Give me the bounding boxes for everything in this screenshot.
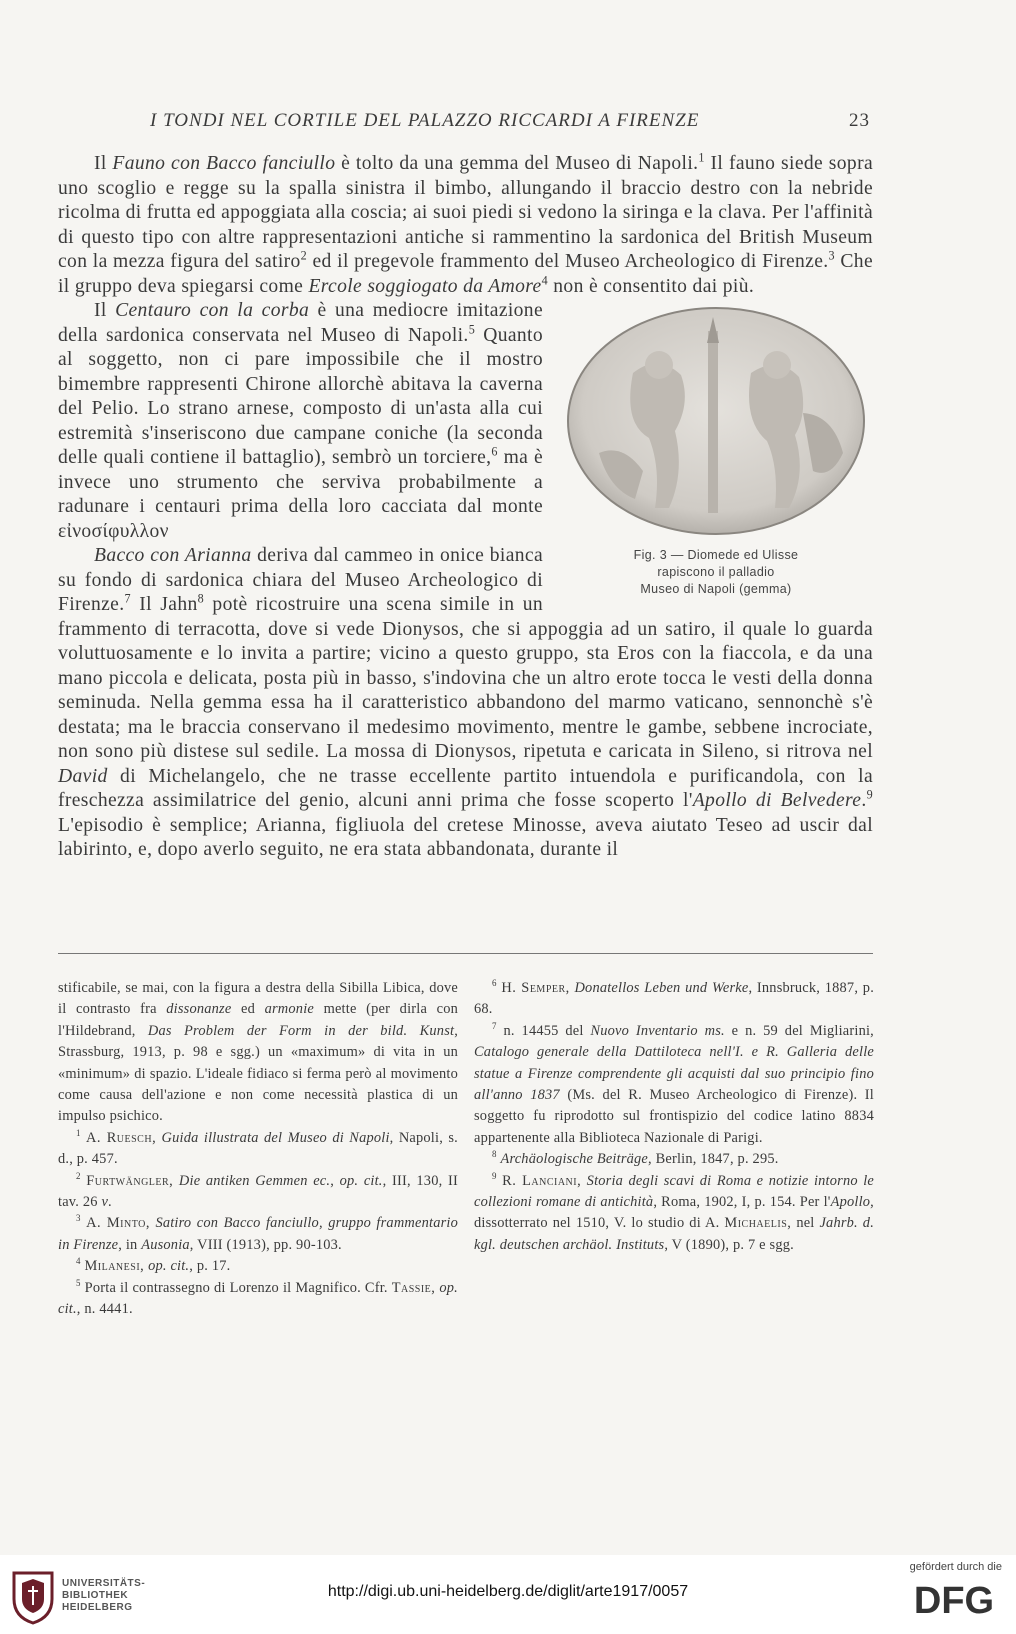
footnote-ref: 3 bbox=[828, 248, 835, 263]
paragraph-fauno: Il Fauno con Bacco fanciullo è tolto da una gemma del Museo di Napoli.$^1$ Il fauno siede sopra uno scoglio e regge su la spalla sinistra il bimbo, allungando il braccio destro con la nebride ricolma di frutta ed appoggiata alla coscia; ai suoi piedi si vedono la siringa e la clava. Per l'affinità di questo tipo con altre rappresentazioni antiche si rammentino la sardonica del British Museum con la mezza figura del satiro$^2$ ed il pregevole frammento del Museo Archeologico di Firenze.$^3$ Che il gruppo deva spiegarsi come Ercole soggiogato da Amore$^4$ non è consentito dai più. bbox=[58, 150, 874, 297]
running-title: I TONDI NEL CORTILE DEL PALAZZO RICCARDI A FIRENZE bbox=[150, 110, 700, 131]
footnote-ref: 6 bbox=[491, 444, 498, 459]
footnote-ref: 2 bbox=[300, 248, 308, 263]
footnote-9: $^9$ R. Lanciani, Storia degli scavi di Roma e notizie intorno le collezioni romane di antichità, Roma, 1902, I, p. 154. Per l'Apollo, dissotterrato nel 1510, V. lo studio di A. Michaelis, nel Jahrb. d. kgl. deutschen archäol. Instituts, V (1890), p. 7 e sgg. bbox=[474, 1170, 874, 1253]
footnote-5: $^5$ Porta il contrassegno di Lorenzo il Magnifico. Cfr. Tassie, op. cit., n. 4441. bbox=[58, 1277, 458, 1318]
footnote-ref: 5 bbox=[468, 321, 476, 336]
footnote-ref: 9 bbox=[866, 787, 873, 802]
footnote-4: $^4$ Milanesi, op. cit., p. 17. bbox=[76, 1256, 231, 1275]
figure-caption: Fig. 3 — Diomede ed Ulisse rapiscono il palladio Museo di Napoli (gemma) bbox=[633, 548, 799, 596]
footnote-3: $^3$ A. Minto, Satiro con Bacco fanciullo, gruppo frammentario in Firenze, in Ausonia, VIII (1913), pp. 90-103. bbox=[58, 1213, 458, 1253]
footnote-ref: 7 bbox=[124, 591, 131, 606]
main-text bbox=[58, 152, 873, 863]
footnote-divider bbox=[58, 953, 873, 954]
page-number: 23 bbox=[849, 110, 870, 131]
dfg-logo-text: DFG bbox=[913, 1580, 995, 1618]
dfg-logo bbox=[906, 1578, 1002, 1618]
paragraph-centauro: Il Centauro con la corba è una mediocre imitazione della sardonica conservata nel Museo di Napoli.$^5$ Quanto al soggetto, non ci pare impossibile che il mostro bimembre rappresenti Chirone allorchè abitava la caverna del Pelio. Lo strano arnese, composto di un'asta alla cui estremità s'inseriscono due campane coniche (la seconda delle quali contiene il battaglio), sembrò un torciere,$^6$ ma è invece uno strumento che serviva probabilmente a radunare i centauri prima della loro cacciata dal monte εἰνοσίφυλλον bbox=[58, 300, 544, 542]
source-url-link[interactable]: http://digi.ub.uni-heidelberg.de/diglit/arte1917/0057 bbox=[327, 1583, 689, 1600]
footnote-ref: 1 bbox=[698, 150, 705, 165]
sponsor-label: gefördert durch die bbox=[909, 1561, 1002, 1573]
footnote-8: $^8$ Archäologische Beiträge, Berlin, 1847, p. 295. bbox=[492, 1149, 779, 1168]
footnotes-left-column bbox=[58, 978, 458, 1321]
library-name: UNIVERSITÄTS- BIBLIOTHEK HEIDELBERG bbox=[62, 1578, 146, 1613]
footnote-6: $^6$ H. Semper, Donatellos Leben und Werke, Innsbruck, 1887, p. 68. bbox=[474, 978, 874, 1018]
figure-3 bbox=[559, 303, 873, 598]
greek-word: εἰνοσίφυλλον bbox=[58, 520, 169, 542]
footnote-continuation: stificabile, se mai, con la figura a destra della Sibilla Libica, dove il contrasto fra dissonanze ed armonie mette (per dirla con l'Hildebrand, Das Problem der Form in der bild. Kunst, Strassburg, 1913, p. 98 e sgg.) un «maximum» di vita in un «minimum» di spazio. L'ideale fidiaco si ferma però al movimento come causa dell'azione e non come necessità plastica di un impulso psichico. bbox=[58, 980, 459, 1125]
sponsor-block bbox=[906, 1561, 1002, 1618]
footnotes-right-column bbox=[474, 978, 874, 1256]
gem-illustration bbox=[563, 303, 869, 539]
footnote-ref: 4 bbox=[541, 272, 549, 287]
footnote-ref: 8 bbox=[197, 591, 205, 606]
digitization-footer bbox=[0, 1555, 1016, 1634]
footnote-1: $^1$ A. Ruesch, Guida illustrata del Museo di Napoli, Napoli, s. d., p. 457. bbox=[58, 1128, 458, 1168]
footnote-7: $^7$ n. 14455 del Nuovo Inventario ms. e n. 59 del Migliarini, Catalogo generale della Dattiloteca nell'I. e R. Galleria delle statue a Firenze comprendente gli acquisti dal suo principio fino all'anno 1837 (Ms. del R. Museo Archeologico di Firenze). Il soggetto fu riprodotto sul frontispizio del codice latino 8834 appartenente alla Biblioteca Nazionale di Parigi. bbox=[474, 1021, 875, 1146]
paragraph-bacco: Bacco con Arianna deriva dal cammeo in onice bianca su fondo di sardonica chiara del Museo Archeologico di Firenze.$^7$ Il Jahn$^8$ potè ricostruire una scena simile in un frammento di terracotta, dove si vede Dionysos, che si appoggia ad un satiro, il quale lo guarda voluttuosamente e lo invita a partire; vicino a questo gruppo, sta Eros con la fiaccola, e da una mano piccola e delicata, posta più in basso, s'indovina che un altro erote tocca le vesti della donna seminuda. Nella gemma essa ha il caratteristico abbandono del marmo vaticano, sennonchè s'è destata; ma le braccia conservano il medesimo movimento, mentre le gambe, sebbene incrociate, non sono più distese sul sedile. La mossa di Dionysos, ripetuta e caricata in Sileno, si ritrova nel David di Michelangelo, che ne trasse eccellente partito intuendola e purificandola, con la freschezza assimilatrice del genio, alcuni anni prima che fosse scoperto l'Apollo di Belvedere.$^9$ L'episodio è semplice; Arianna, figliuola del cretese Minosse, aveva aiutato Teseo ad uscir dal labirinto, e, dopo averlo seguito, ne era stata abbandonata, durante il bbox=[58, 545, 873, 860]
footnote-2: $^2$ Furtwängler, Die antiken Gemmen ec., op. cit., III, 130, II tav. 26 v. bbox=[58, 1170, 458, 1211]
